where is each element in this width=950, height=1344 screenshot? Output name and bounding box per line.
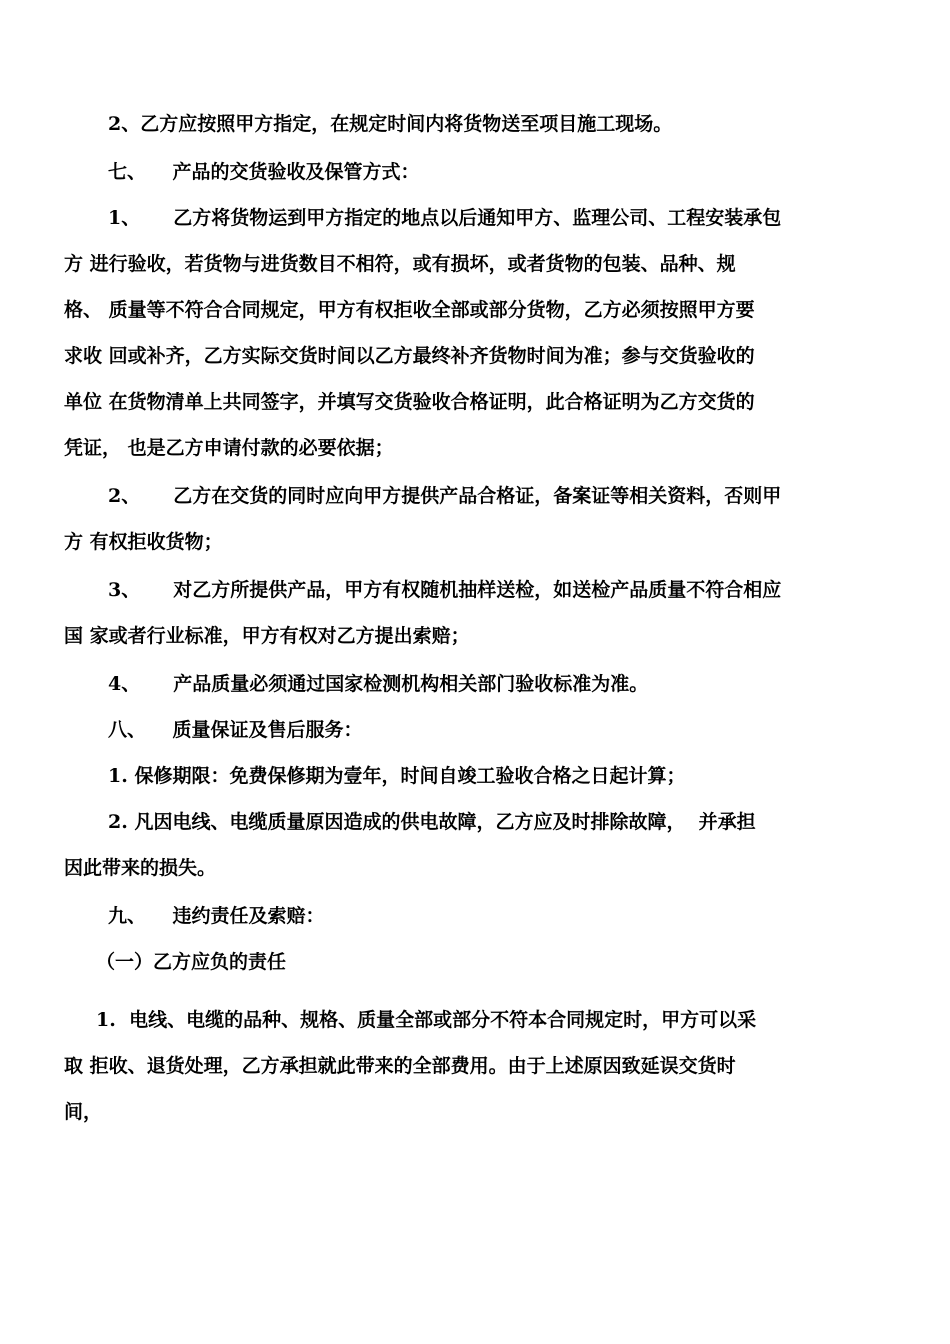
text-line: 格、 质量等不符合合同规定，甲方有权拒收全部或部分货物，乙方必须按照甲方要 [64, 299, 755, 321]
text-line: 1. 电线、电缆的品种、规格、质量全部或部分不符本合同规定时，甲方可以采 [96, 1009, 757, 1031]
text-line: 1. 保修期限：免费保修期为壹年，时间自竣工验收合格之日起计算； [108, 765, 686, 787]
text-line: 方 有权拒收货物； [64, 531, 223, 553]
text-line: 2、 乙方在交货的同时应向甲方提供产品合格证，备案证等相关资料，否则甲 [108, 485, 782, 507]
text-line: 1、 乙方将货物运到甲方指定的地点以后通知甲方、监理公司、工程安装承包 [108, 207, 782, 229]
text-line: 间， [64, 1101, 103, 1123]
text-line: 4、 产品质量必须通过国家检测机构相关部门验收标准为准。 [108, 673, 649, 695]
text-line: 单位 在货物清单上共同签字，并填写交货验收合格证明，此合格证明为乙方交货的 [64, 391, 755, 413]
section-heading-8: 八、 质量保证及售后服务： [108, 719, 363, 741]
text-line: 3、 对乙方所提供产品，甲方有权随机抽样送检，如送检产品质量不符合相应 [108, 579, 782, 601]
section-heading-9: 九、 违约责任及索赔： [108, 905, 325, 927]
subsection-heading: （一）乙方应负的责任 [96, 951, 287, 973]
text-line: 2、乙方应按照甲方指定，在规定时间内将货物送至项目施工现场。 [108, 113, 673, 135]
text-line: 2. 凡因电线、电缆质量原因造成的供电故障，乙方应及时排除故障， 并承担 [108, 811, 756, 833]
section-heading-7: 七、 产品的交货验收及保管方式： [108, 161, 420, 183]
text-line: 方 进行验收，若货物与进货数目不相符，或有损坏，或者货物的包装、品种、规 [64, 253, 736, 275]
text-line: 取 拒收、退货处理，乙方承担就此带来的全部费用。由于上述原因致延误交货时 [64, 1055, 736, 1077]
text-line: 国 家或者行业标准，甲方有权对乙方提出索赔； [64, 625, 470, 647]
text-line: 凭证， 也是乙方申请付款的必要依据； [64, 437, 394, 459]
text-line: 求收 回或补齐，乙方实际交货时间以乙方最终补齐货物时间为准；参与交货验收的 [64, 345, 755, 367]
text-line: 因此带来的损失。 [64, 857, 217, 879]
